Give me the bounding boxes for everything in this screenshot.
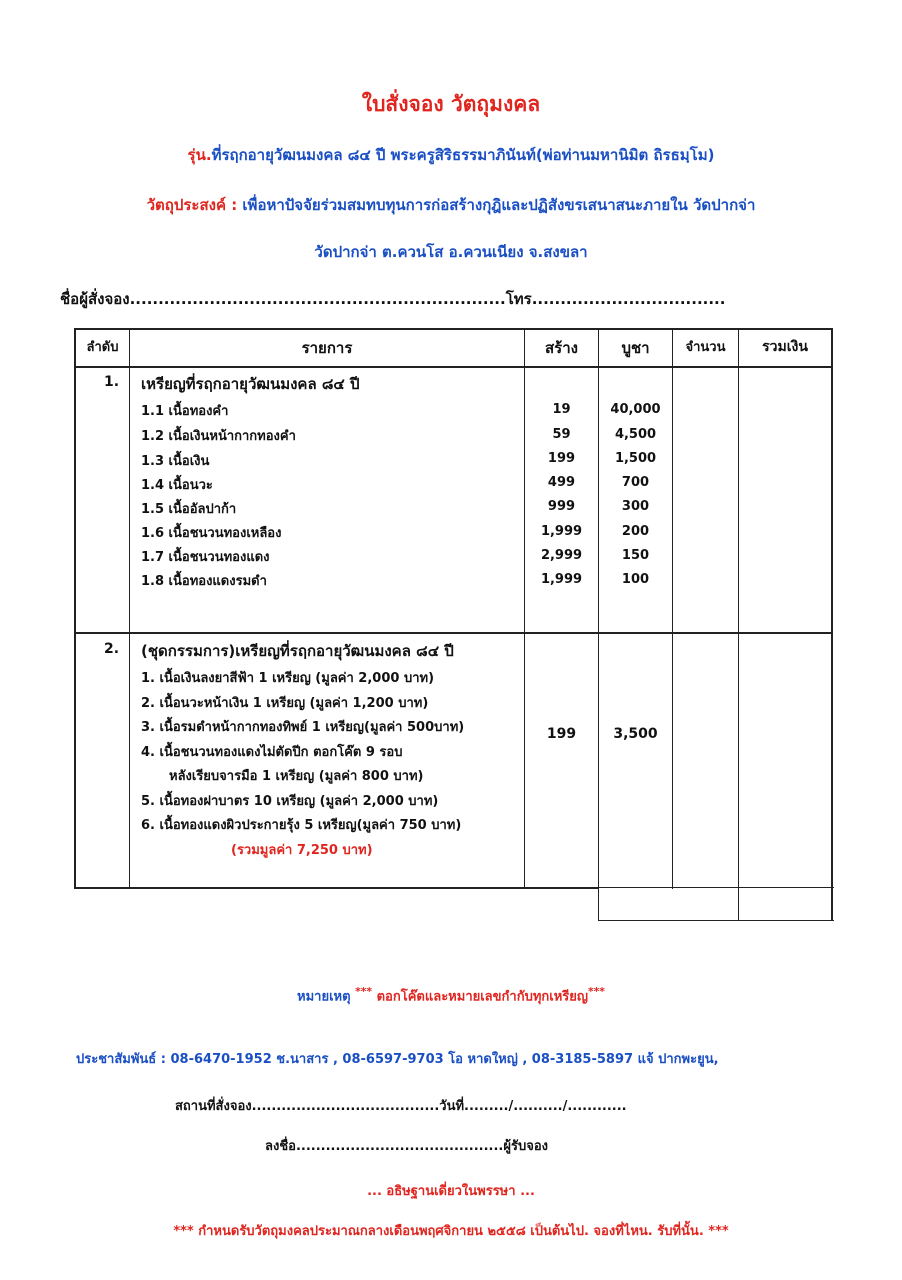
place-date-field[interactable]: สถานที่สั่งจอง......................................วันที่........./........../............ — [175, 1099, 627, 1114]
orderer-line — [60, 287, 725, 311]
item-price: 1,500 — [614, 451, 657, 466]
orderer-name-field[interactable]: .................................................................. — [129, 290, 506, 308]
temple-address: วัดปากจ่า ต.ควนโส อ.ควนเนียง จ.สงขลา — [314, 243, 588, 261]
signature-field[interactable]: ลงชื่อ..........................................ผู้รับจอง — [265, 1139, 548, 1154]
item-price: 40,000 — [610, 402, 661, 417]
set-total-value: (รวมมูลค่า 7,250 บาท) — [231, 843, 373, 858]
col-divider-no — [129, 328, 130, 889]
item-price: 700 — [621, 475, 650, 490]
item-made: 199 — [547, 451, 576, 466]
header-qty: จำนวน — [685, 340, 726, 355]
set-price: 3,500 — [613, 726, 658, 742]
form-title: ใบสั่งจอง วัตถุมงคล — [361, 92, 541, 116]
set-item: 5. เนื้อทองฝาบาตร 10 เหรียญ (มูลค่า 2,000 บาท) — [141, 794, 439, 809]
total-box-bottom — [598, 920, 834, 921]
item-price: 150 — [621, 548, 650, 563]
col-divider-qty — [738, 328, 739, 921]
purpose-label: วัตถุประสงค์ : — [146, 196, 238, 214]
item-price: 100 — [621, 572, 650, 587]
purpose-text: เพื่อหาปัจจัยร่วมสมทบทุนการก่อสร้างกุฎิและปฏิสังขรเสนาสนะภายใน วัดปากจ่า — [237, 196, 756, 214]
item-label: 1.6 เนื้อชนวนทองเหลือง — [141, 526, 282, 541]
purpose-line — [0, 193, 902, 217]
table-border-top — [74, 328, 832, 330]
item-label: 1.3 เนื้อเงิน — [141, 454, 210, 469]
section2-no: 2. — [104, 641, 120, 657]
wish-line: ... อธิษฐานเดี่ยวในพรรษา ... — [367, 1184, 535, 1199]
edition-text: ที่รฤกอายุวัฒนมงคล ๘๔ ปี พระครูสิริธรรมาภินันท์(พ่อท่านมหานิมิต ถิรธมฺโม) — [211, 146, 715, 164]
note-text: ตอกโค๊ตและหมายเลขกำกับทุกเหรียญ — [372, 989, 588, 1005]
item-made: 1,999 — [540, 572, 583, 587]
item-label: 1.8 เนื้อทองแดงรมดำ — [141, 574, 267, 589]
note-stars: *** — [587, 985, 605, 998]
col-divider-price — [672, 328, 673, 889]
header-item: รายการ — [301, 339, 353, 357]
total-box-top — [598, 887, 834, 888]
table-border-right — [831, 328, 833, 921]
header-made: สร้าง — [545, 339, 578, 357]
note-label: หมายเหตุ — [297, 989, 351, 1005]
item-made: 999 — [547, 499, 576, 514]
item-label: 1.1 เนื้อทองคำ — [141, 404, 229, 419]
item-made: 2,999 — [540, 548, 583, 563]
item-made: 59 — [552, 427, 571, 442]
item-label: 1.7 เนื้อชนวนทองแดง — [141, 550, 270, 565]
set-item: หลังเรียบจารมือ 1 เหรียญ (มูลค่า 800 บาท) — [169, 769, 424, 784]
item-price: 200 — [621, 524, 650, 539]
contact-text: 08-6470-1952 ช.นาสาร , 08-6597-9703 โอ หาดใหญ่ , 08-3185-5897 แจ้ ปากพะยูน, — [165, 1052, 719, 1067]
table-section-divider — [74, 632, 832, 634]
set-item: 3. เนื้อรมดำหน้ากากทองทิพย์ 1 เหรียญ(มูลค่า 500บาท) — [141, 720, 465, 735]
set-item: 4. เนื้อชนวนทองแดงไม่ตัดปีก ตอกโค๊ต 9 รอบ — [141, 745, 403, 760]
section1-title: เหรียญที่รฤกอายุวัฒนมงคล ๘๔ ปี — [141, 375, 360, 393]
item-made: 1,999 — [540, 524, 583, 539]
section1-no: 1. — [104, 374, 120, 390]
table-border-left — [74, 328, 76, 889]
edition-line — [0, 143, 902, 167]
item-label: 1.2 เนื้อเงินหน้ากากทองคำ — [141, 429, 296, 444]
section2-title: (ชุดกรรมการ)เหรียญที่รฤกอายุวัฒนมงคล ๘๔ ปี — [141, 642, 454, 660]
item-made: 499 — [547, 475, 576, 490]
set-item: 1. เนื้อเงินลงยาสีฟ้า 1 เหรียญ (มูลค่า 2,000 บาท) — [141, 671, 435, 686]
set-item: 6. เนื้อทองแดงผิวประกายรุ้ง 5 เหรียญ(มูลค่า 750 บาท) — [141, 818, 462, 833]
table-border-bottom — [74, 887, 598, 889]
item-made: 19 — [552, 402, 571, 417]
edition-label: รุ่น. — [187, 146, 212, 164]
set-item: 2. เนื้อนวะหน้าเงิน 1 เหรียญ (มูลค่า 1,200 บาท) — [141, 696, 429, 711]
contact-label: ประชาสัมพันธ์ : — [76, 1052, 166, 1067]
contact-line — [76, 1048, 719, 1069]
header-no: ลำดับ — [86, 340, 119, 355]
schedule-line: *** กำหนดรับวัตถุมงคลประมาณกลางเดือนพฤศจิกายน ๒๕๕๘ เป็นต้นไป. จองที่ไหน. รับที่นั้น. *** — [173, 1224, 729, 1239]
item-price: 300 — [621, 499, 650, 514]
orderer-label: ชื่อผู้สั่งจอง — [60, 290, 130, 308]
header-total: รวมเงิน — [762, 339, 808, 355]
header-price: บูชา — [621, 339, 650, 357]
item-label: 1.5 เนื้ออัลปาก้า — [141, 502, 237, 517]
phone-field[interactable]: .................................. — [531, 290, 726, 308]
set-made: 199 — [546, 726, 577, 742]
item-label: 1.4 เนื้อนวะ — [141, 478, 213, 493]
table-header-divider — [74, 366, 832, 368]
note-stars: *** — [355, 985, 373, 998]
note-line — [0, 985, 902, 1006]
phone-label: โทร — [505, 290, 532, 308]
item-price: 4,500 — [614, 427, 657, 442]
